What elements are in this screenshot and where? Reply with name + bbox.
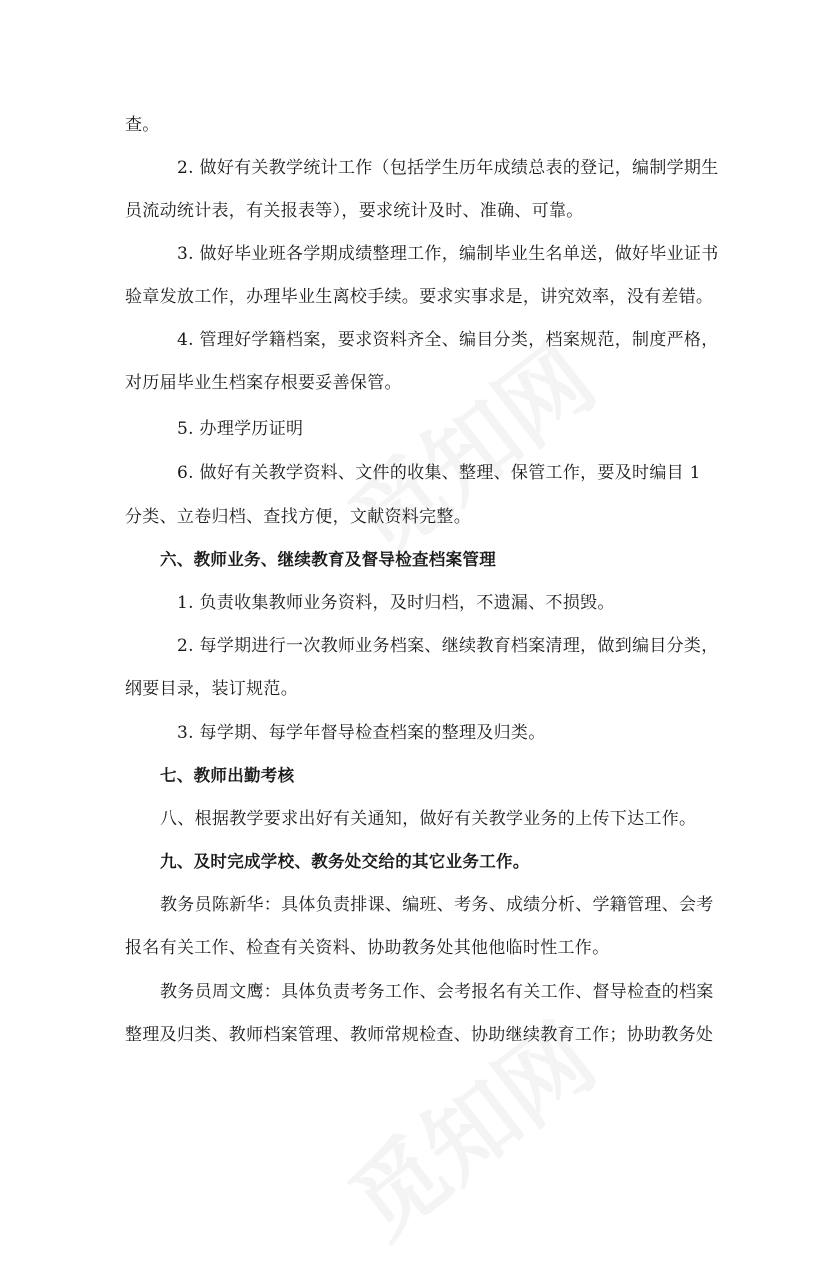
- text-line: 1. 负责收集教师业务资料，及时归档，不遗漏、不损毁。: [177, 593, 615, 613]
- text-line: 3. 每学期、每学年督导检查档案的整理及归类。: [177, 723, 546, 743]
- text-line: 6. 做好有关教学资料、文件的收集、整理、保管工作，要及时编目 1: [177, 463, 701, 483]
- text-line: 纲要目录，装订规范。: [125, 679, 298, 699]
- text-line: 分类、立卷归档、查找方便，文献资料完整。: [125, 507, 471, 527]
- text-line: 5. 办理学历证明: [177, 419, 304, 439]
- text-line: 八、根据教学要求出好有关通知，做好有关教学业务的上传下达工作。: [160, 809, 697, 829]
- text-line: 验章发放工作，办理毕业生离校手续。要求实事求是，讲究效率，没有差错。: [125, 287, 714, 307]
- text-line: 教务员陈新华：具体负责排课、编班、考务、成绩分析、学籍管理、会考: [160, 895, 714, 915]
- text-line: 查。: [125, 115, 160, 135]
- text-line: 3. 做好毕业班各学期成绩整理工作，编制毕业生名单送，做好毕业证书: [177, 244, 719, 264]
- text-line: 报名有关工作、检查有关资料、协助教务处其他他临时性工作。: [125, 938, 610, 958]
- text-line: 4. 管理好学籍档案，要求资料齐全、编目分类，档案规范，制度严格，: [177, 330, 719, 350]
- section-heading: 九、及时完成学校、教务处交给的其它业务工作。: [160, 852, 530, 871]
- section-heading: 六、教师业务、继续教育及督导检查档案管理: [160, 550, 496, 569]
- text-line: 对历届毕业生档案存根要妥善保管。: [125, 373, 402, 393]
- text-line: 整理及归类、教师档案管理、教师常规检查、协助继续教育工作；协助教务处: [125, 1025, 714, 1045]
- text-line: 员流动统计表，有关报表等），要求统计及时、准确、可靠。: [125, 201, 584, 221]
- text-line: 2. 做好有关教学统计工作（包括学生历年成绩总表的登记，编制学期生: [177, 158, 719, 178]
- section-heading: 七、教师出勤考核: [160, 766, 295, 785]
- text-line: 2. 每学期进行一次教师业务档案、继续教育档案清理，做到编目分类，: [177, 636, 719, 656]
- text-line: 教务员周文鹰：具体负责考务工作、会考报名有关工作、督导检查的档案: [160, 982, 714, 1002]
